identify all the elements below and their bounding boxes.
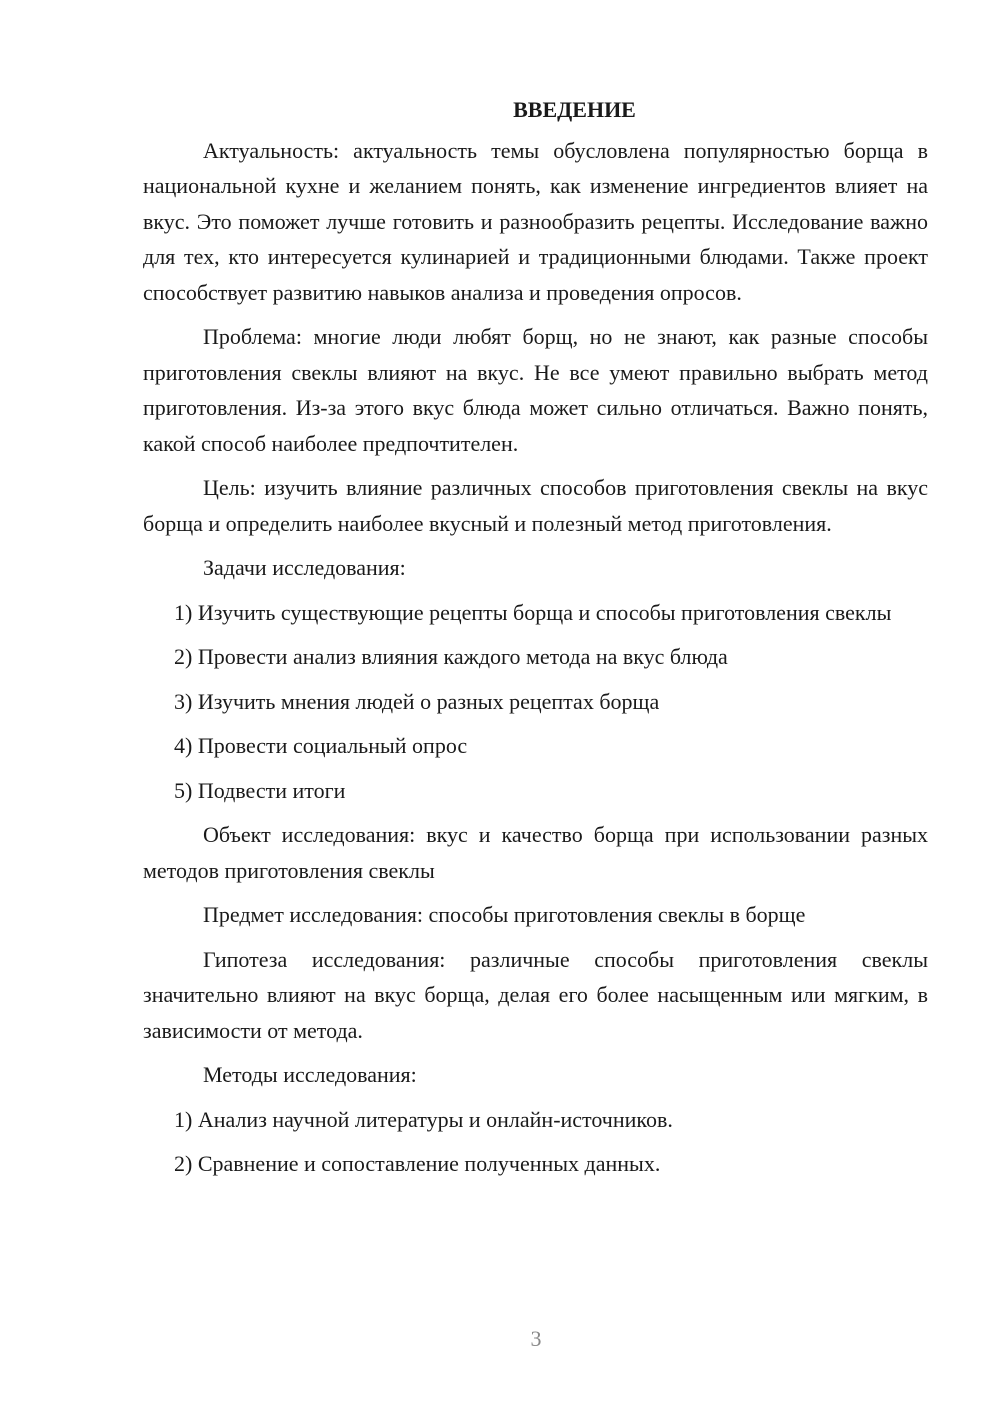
paragraph-methods-heading: Методы исследования:	[203, 1062, 417, 1087]
list-item: 3) Изучить мнения людей о разных рецептах борща	[174, 688, 660, 714]
paragraph-object: Объект исследования: вкус и качество борща при использовании разных методов приготовления свеклы	[143, 822, 928, 883]
list-item: 2) Сравнение и сопоставление полученных данных.	[174, 1151, 661, 1176]
paragraph-subject: Предмет исследования: способы приготовления свеклы в борще	[203, 902, 806, 927]
list-item: 1) Анализ научной литературы и онлайн-источников.	[174, 1106, 673, 1132]
paragraph-problem: Проблема: многие люди любят борщ, но не знают, как разные способы приготовления свеклы влияют на вкус. Не все умеют правильно выбрать метод приготовления. Из-за этого вкус блюда может сильно отличаться. Важно понять, какой способ наиболее предпочтителен.	[143, 324, 928, 456]
page-content	[143, 92, 928, 1191]
paragraph-hypothesis: Гипотеза исследования: различные способы приготовления свеклы значительно влияют на вкус борща, делая его более насыщенным или мягким, в зависимости от метода.	[143, 946, 928, 1043]
paragraph-tasks-heading: Задачи исследования:	[203, 555, 406, 580]
paragraph-goal: Цель: изучить влияние различных способов приготовления свеклы на вкус борща и определить наиболее вкусный и полезный метод приготовления.	[143, 475, 928, 536]
list-item: 1) Изучить существующие рецепты борща и способы приготовления свеклы	[174, 599, 892, 625]
list-item: 5) Подвести итоги	[174, 777, 346, 803]
paragraph-relevance: Актуальность: актуальность темы обусловлена популярностью борща в национальной кухне и желанием понять, как изменение ингредиентов влияет на вкус. Это поможет лучше готовить и разнообразить рецепты. Исследование важно для тех, кто интересуется кулинарией и традиционными блюдами. Также проект способствует развитию навыков анализа и проведения опросов.	[143, 137, 928, 305]
list-item: 4) Провести социальный опрос	[174, 733, 468, 758]
page-number: 3	[530, 1326, 542, 1351]
section-title: ВВЕДЕНИЕ	[513, 97, 636, 122]
list-item: 2) Провести анализ влияния каждого метода на вкус блюда	[174, 644, 728, 669]
